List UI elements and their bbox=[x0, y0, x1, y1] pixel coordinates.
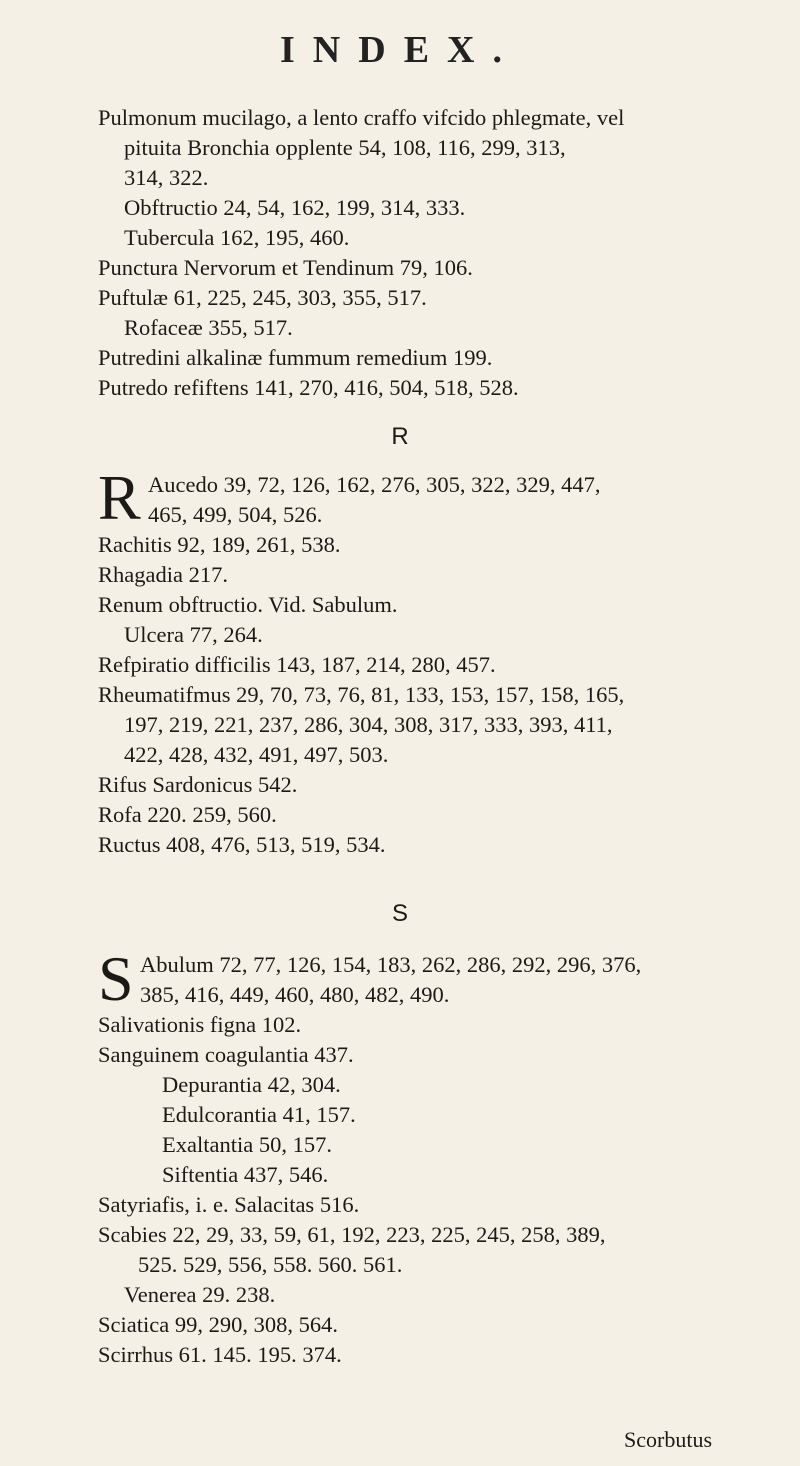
index-entry: Rifus Sardonicus 542. bbox=[98, 772, 298, 797]
index-entry: Rhagadia 217. bbox=[98, 562, 228, 587]
index-entry: Renum obftructio. Vid. Sabulum. bbox=[98, 592, 398, 617]
catchword: Scorbutus bbox=[624, 1427, 712, 1452]
index-entry: Punctura Nervorum et Tendinum 79, 106. bbox=[98, 255, 473, 280]
index-entry: Rachitis 92, 189, 261, 538. bbox=[98, 532, 341, 557]
index-entry: 422, 428, 432, 491, 497, 503. bbox=[124, 742, 389, 767]
index-subentry: Rofaceæ 355, 517. bbox=[124, 315, 293, 340]
index-entry: 525. 529, 556, 558. 560. 561. bbox=[138, 1252, 403, 1277]
index-entry: Putredo refiftens 141, 270, 416, 504, 518, 528. bbox=[98, 375, 519, 400]
section-letter-r: R bbox=[391, 423, 409, 450]
index-subentry: Tubercula 162, 195, 460. bbox=[124, 225, 350, 250]
index-entry: Refpiratio difficilis 143, 187, 214, 280, 457. bbox=[98, 652, 496, 677]
drop-cap-r: R bbox=[98, 462, 141, 533]
page-header: INDEX. bbox=[280, 29, 520, 71]
index-entry: Putredini alkalinæ fummum remedium 199. bbox=[98, 345, 493, 370]
index-entry: Scabies 22, 29, 33, 59, 61, 192, 223, 225, 245, 258, 389, bbox=[98, 1222, 606, 1247]
index-entry: 197, 219, 221, 237, 286, 304, 308, 317, 333, 393, 411, bbox=[124, 712, 613, 737]
section-letter-s: S bbox=[391, 900, 408, 927]
index-entry: Puftulæ 61, 225, 245, 303, 355, 517. bbox=[98, 285, 427, 310]
index-entry: Salivationis figna 102. bbox=[98, 1012, 302, 1037]
index-entry: pituita Bronchia opplente 54, 108, 116, 299, 313, bbox=[124, 135, 566, 160]
index-entry: Sanguinem coagulantia 437. bbox=[98, 1042, 354, 1067]
index-entry: Scirrhus 61. 145. 195. 374. bbox=[98, 1342, 342, 1367]
index-subentry: Obftructio 24, 54, 162, 199, 314, 333. bbox=[124, 195, 466, 220]
index-entry: Pulmonum mucilago, a lento craffo vifcido phlegmate, vel bbox=[98, 105, 625, 130]
drop-cap-s: S bbox=[98, 943, 134, 1014]
index-subentry: Exaltantia 50, 157. bbox=[162, 1132, 332, 1157]
index-subentry: Venerea 29. 238. bbox=[124, 1282, 276, 1307]
index-entry: 314, 322. bbox=[124, 165, 209, 190]
index-entry: 385, 416, 449, 460, 480, 482, 490. bbox=[140, 982, 450, 1007]
index-entry: Satyriafis, i. e. Salacitas 516. bbox=[98, 1192, 360, 1217]
index-entry: Sciatica 99, 290, 308, 564. bbox=[98, 1312, 338, 1337]
index-subentry: Edulcorantia 41, 157. bbox=[162, 1102, 356, 1127]
index-subentry: Ulcera 77, 264. bbox=[124, 622, 263, 647]
index-entry: Rheumatifmus 29, 70, 73, 76, 81, 133, 153, 157, 158, 165, bbox=[98, 682, 625, 707]
index-subentry: Siftentia 437, 546. bbox=[162, 1162, 329, 1187]
index-entry: 465, 499, 504, 526. bbox=[148, 502, 323, 527]
index-entry: Rofa 220. 259, 560. bbox=[98, 802, 277, 827]
index-entry: Abulum 72, 77, 126, 154, 183, 262, 286, 292, 296, 376, bbox=[140, 952, 642, 977]
index-entry: Aucedo 39, 72, 126, 162, 276, 305, 322, 329, 447, bbox=[148, 472, 601, 497]
index-entry: Ructus 408, 476, 513, 519, 534. bbox=[98, 832, 386, 857]
index-subentry: Depurantia 42, 304. bbox=[162, 1072, 341, 1097]
